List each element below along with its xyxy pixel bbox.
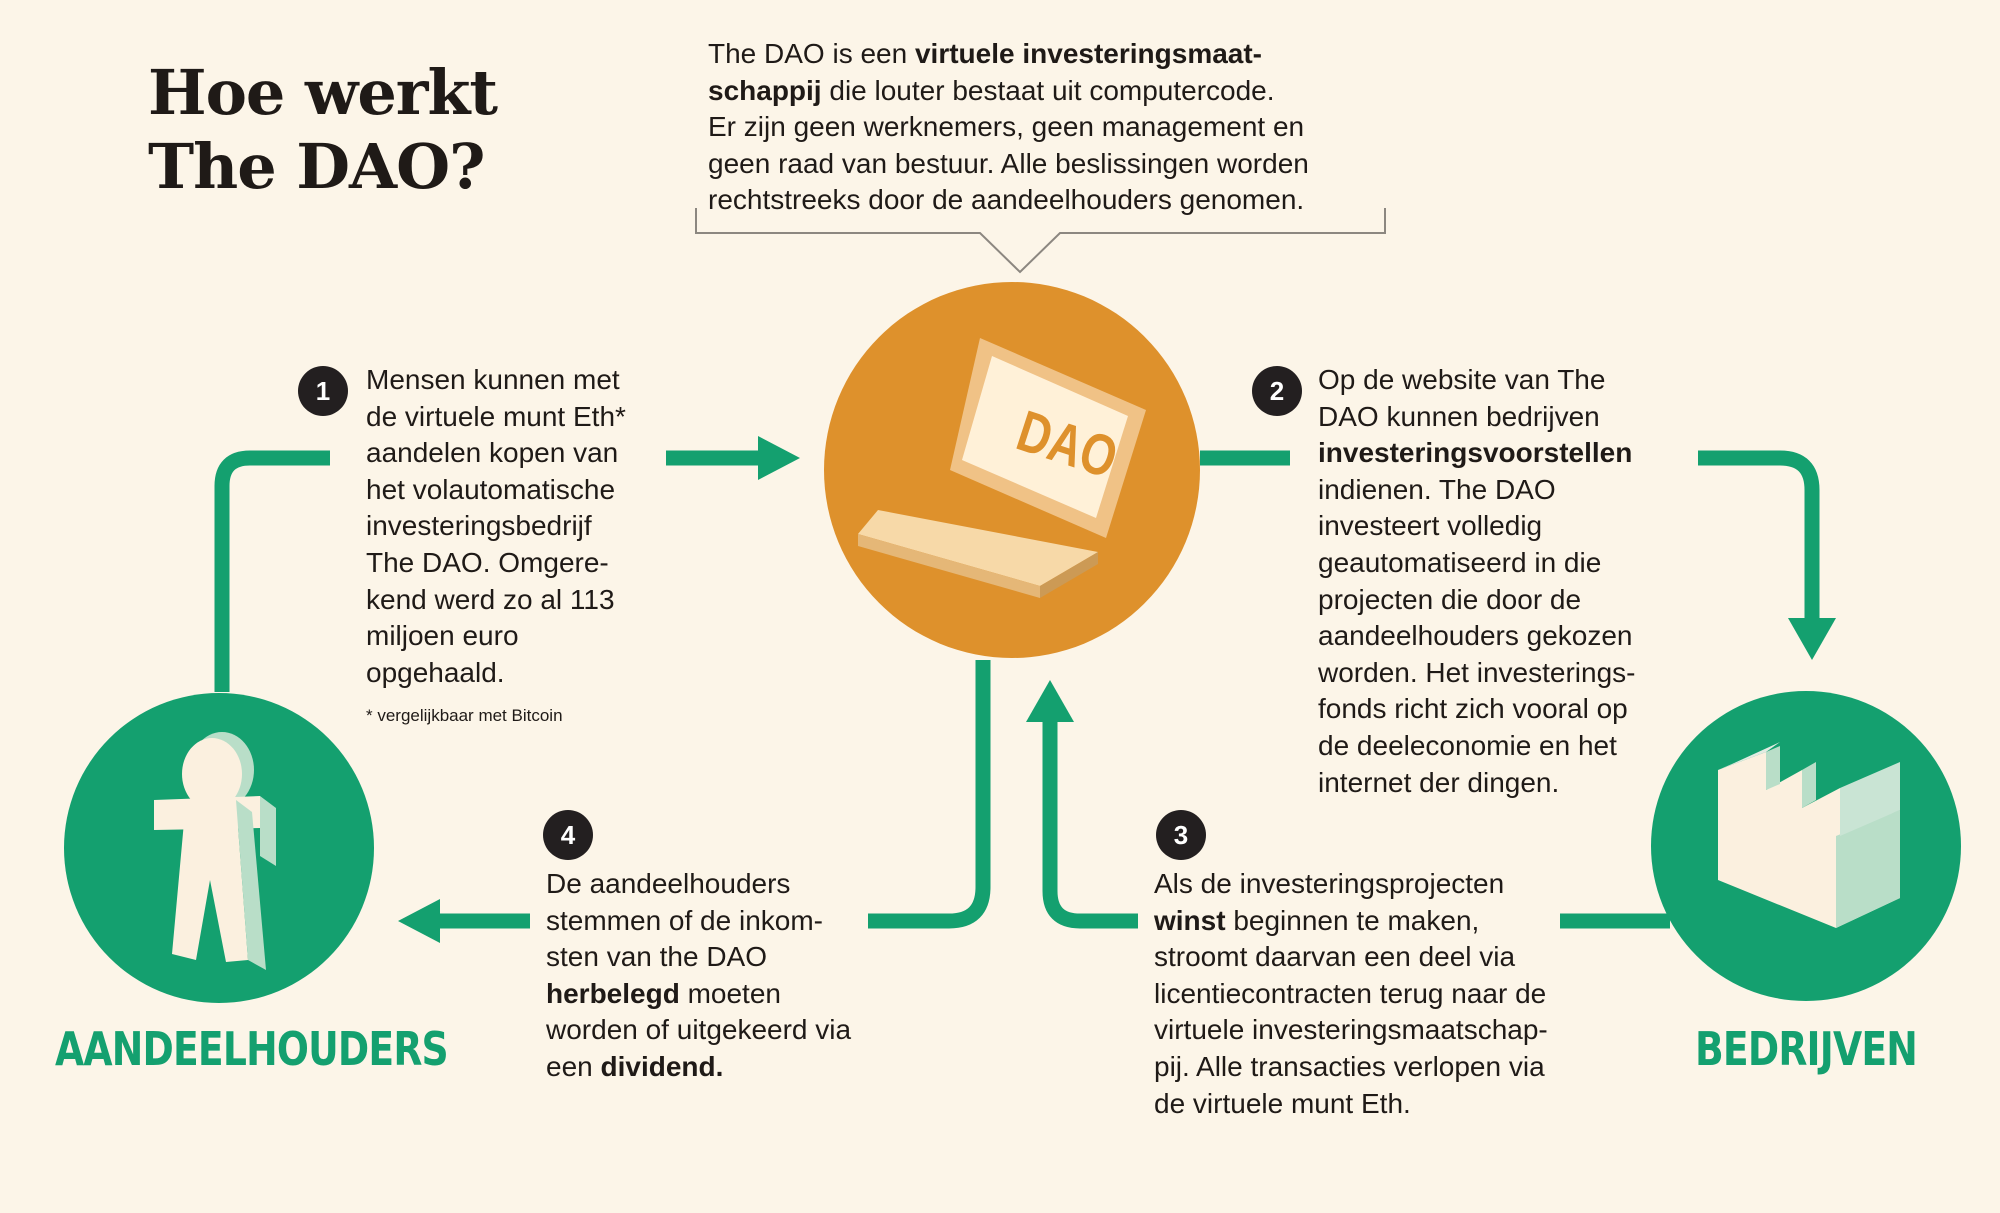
title-line-1: Hoe werkt [148, 56, 498, 129]
footnote: * vergelijkbaar met Bitcoin [366, 706, 563, 725]
step-1-line: miljoen euro [366, 620, 519, 652]
step-4-line: De aandeelhouders [546, 868, 791, 899]
step-2-line: geautomatiseerd in die [1318, 546, 1602, 578]
intro-line-3: Er zijn geen werknemers, geen management en [708, 111, 1305, 143]
step-2-line: de deeleconomie en het [1318, 729, 1617, 761]
step-1-line: Mensen kunnen met [366, 364, 620, 395]
arrowhead-right-icon [758, 436, 800, 480]
step-1-line: het volautomatische [366, 473, 616, 505]
step-2-line: indienen. The DAO [1318, 473, 1556, 505]
step-3-text [1154, 866, 1548, 1122]
step-4-line: stemmen of de inkom- [546, 904, 823, 936]
step-3-badge: 3 [1156, 810, 1206, 860]
step-2-line: internet der dingen. [1318, 766, 1560, 798]
step-3-bold: winst [1154, 904, 1226, 936]
step-4-line: worden of uitgekeerd via [546, 1014, 852, 1046]
step-1-line: kend werd zo al 113 [366, 583, 615, 615]
arrow-dao-to-shareholders [868, 660, 983, 921]
intro-text [708, 36, 1428, 219]
laptop-screen-label: DAO [1009, 398, 1125, 492]
step-3-line: beginnen te maken, [1225, 904, 1480, 936]
step-1-line: opgehaald. [366, 656, 505, 688]
step-4-line: moeten [679, 977, 781, 1009]
step-3-line: Als de investeringsprojecten [1154, 868, 1505, 899]
step-4-text [546, 866, 851, 1086]
intro-line-4: geen raad van bestuur. Alle beslissingen worden [708, 147, 1309, 179]
step-3-line: stroomt daarvan een deel via [1154, 941, 1516, 973]
step-4-line: een [546, 1050, 601, 1082]
step-2-line: investeert volledig [1318, 510, 1543, 542]
arrowhead-down-icon [1788, 618, 1836, 660]
step-2-line: aandeelhouders gekozen [1318, 620, 1633, 652]
step-2-badge: 2 [1252, 366, 1302, 416]
arrow-shareholders-to-dao [222, 458, 330, 692]
step-3-line: virtuele investeringsmaatschap- [1154, 1014, 1548, 1046]
step-3-line: licentiecontracten terug naar de [1154, 977, 1547, 1009]
step-3-line: de virtuele munt Eth. [1154, 1087, 1411, 1119]
intro-part-1: The DAO is een [708, 38, 915, 69]
intro-line-5: rechtstreeks door de aandeelhouders genomen. [708, 184, 1305, 216]
intro-part-2: die louter bestaat uit computercode. [821, 74, 1275, 106]
step-4-badge: 4 [543, 810, 593, 860]
step-2-line: fonds richt zich vooral op [1318, 693, 1628, 725]
arrowhead-up-icon [1026, 680, 1074, 722]
step-1-line: de virtuele munt Eth* [366, 400, 626, 432]
shareholders-label: AANDEELHOUDERS [55, 1022, 448, 1076]
page-title [148, 56, 497, 204]
intro-bold-2: schappij [708, 74, 822, 106]
arrowhead-left-icon [398, 899, 440, 943]
step-2-line: Op de website van The [1318, 364, 1606, 395]
step-1-text [366, 362, 626, 691]
step-2-line: projecten die door de [1318, 583, 1582, 615]
step-1-line: aandelen kopen van [366, 437, 619, 469]
step-4-bold: dividend. [600, 1050, 724, 1082]
step-3-line: pij. Alle transacties verlopen via [1154, 1050, 1545, 1082]
step-4-line: sten van the DAO [546, 941, 768, 973]
step-1-line: investeringsbedrijf [366, 510, 592, 542]
step-2-line: DAO kunnen bedrijven [1318, 400, 1600, 432]
title-line-2: The DAO? [148, 130, 485, 203]
step-4-bold: herbelegd [546, 977, 680, 1009]
step-2-line: worden. Het investerings- [1318, 656, 1636, 688]
step-2-bold: investeringsvoorstellen [1318, 437, 1633, 469]
companies-label: BEDRIJVEN [1694, 1022, 1918, 1076]
step-1-line: The DAO. Omgere- [366, 546, 609, 578]
step-2-text [1318, 362, 1635, 801]
step-1-badge: 1 [298, 366, 348, 416]
intro-bold-1: virtuele investeringsmaat- [914, 38, 1263, 69]
